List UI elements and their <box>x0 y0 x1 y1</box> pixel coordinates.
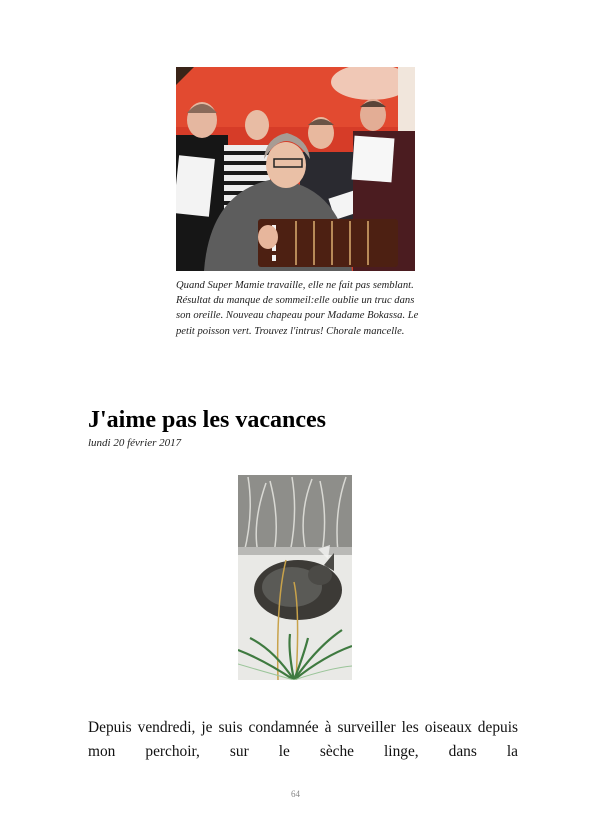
photo-caption: Quand Super Mamie travaille, elle ne fait pas semblant. Résultat du manque de sommeil:elle oublie un truc dans son oreille. Nouveau chapeau pour Madame Bokassa. Le petit poisson vert. Trouvez l'intrus! Chorale mancelle. <box>176 280 419 337</box>
cat-photo <box>238 475 352 680</box>
page-number: 64 <box>291 789 300 799</box>
post-date: lundi 20 février 2017 <box>88 437 182 449</box>
choir-photo-illustration <box>176 67 415 271</box>
cat-photo-illustration <box>238 475 352 680</box>
choir-photo <box>176 67 415 271</box>
post-body: Depuis vendredi, je suis condamnée à surveiller les oiseaux depuis mon perchoir, sur le sèche linge, dans la <box>88 719 518 760</box>
post-title[interactable]: J'aime pas les vacances <box>88 407 326 433</box>
